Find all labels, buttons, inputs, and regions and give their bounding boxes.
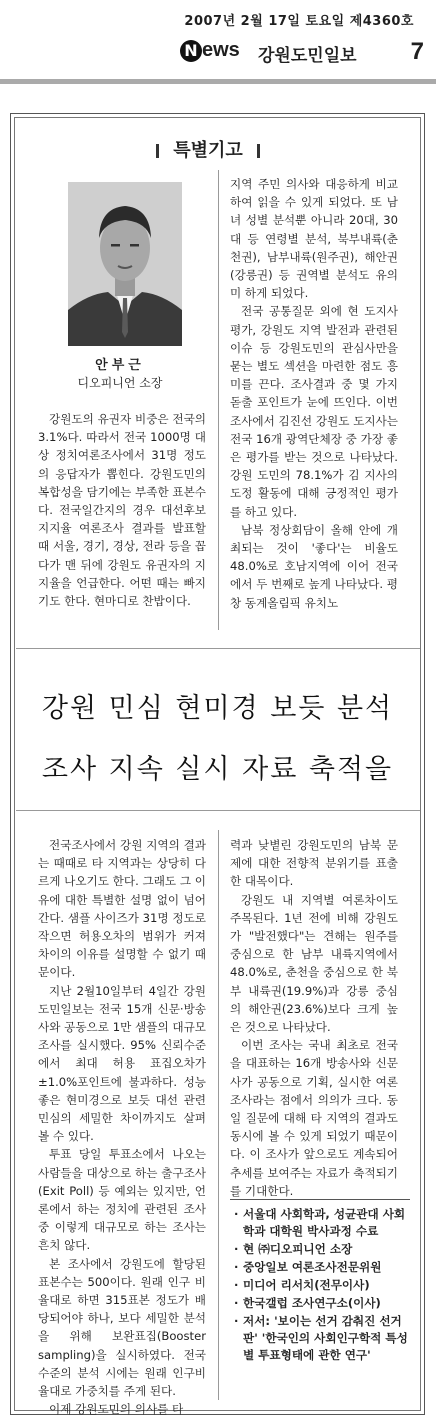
- author-photo: [68, 182, 182, 346]
- article-column-bottom-right: [230, 836, 398, 1200]
- column-divider-top: [218, 170, 219, 630]
- bio-item: · 서울대 사회학과, 성균관대 사회학과 대학원 박사과정 수료: [234, 1206, 410, 1240]
- bio-item: · 현 ㈜디오피니언 소장: [234, 1241, 410, 1258]
- article-column-top-right: [230, 175, 398, 612]
- author-bio: [234, 1206, 410, 1365]
- paragraph: 전국조사에서 강원 지역의 결과는 때때로 타 지역과는 상당히 다르게 나오기도 한다. 그래도 그 이유에 대한 특별한 설명 없이 넘어간다. 샘플 사이즈가 31명 정도로 작으면 허용오차의 범위가 커져 차이의 이유를 설명할 수 없기 때문이다.: [38, 838, 206, 980]
- right-bar-icon: [257, 144, 260, 158]
- section-label: [128, 136, 288, 162]
- paragraph: 강원도의 유권자 비중은 전국의 3.1%다. 따라서 전국 1000명 대상 정치여론조사에서 31명 정도의 응답자가 뽑힌다. 강원도민의 복합성을 담기에는 부족한 표본수다. 전국일간지의 경우 대선후보 지지율 여론조사 결과를 발표할 때 서울, 경기, 경상, 전라 등을 꼽다가 맨 뒤에 강원도 유권자의 지지율을 언급한다. 어떤 때는 빠지기도 한다. 현마디로 찬밥이다.: [38, 412, 206, 609]
- paragraph: 본 조사에서 강원도에 할당된 표본수는 500이다. 원래 인구 비율대로 하면 315표본 정도가 배당되어야 하나, 보다 세밀한 분석을 위해 보완표집(Booster sampling)을 실시하였다. 전국 수준의 분석 시에는 원래 인구비율대로 가중치를 주게 된다.: [38, 1256, 206, 1399]
- paragraph: 지난 2월10일부터 4일간 강원도민일보는 전국 15개 신문·방송사와 공동으로 1만 샘플의 대규모 조사를 실시했다. 95% 신뢰수준에서 최대 허용 표집오차가 ±1.0%포인트에 불과하다. 성능 좋은 현미경으로 보듯 대선 관련 민심의 세밀한 차이까지도 살펴 볼 수 있다.: [38, 983, 206, 1144]
- headline-bottom-rule: [16, 810, 420, 811]
- article-column-bottom-left: [38, 836, 206, 1419]
- paragraph: 투표 당일 투표소에서 나오는 사람들을 대상으로 하는 출구조사(Exit Poll) 등 예외는 있지만, 언론에서 하는 정치에 관련된 조사 중 이렇게 대규모로 하는 조사는 흔치 않다.: [38, 1147, 206, 1253]
- paragraph: 강원도 내 지역별 여론차이도 주목된다. 1년 전에 비해 강원도가 "발전했다"는 견해는 원주를 중심으로 한 남부 내륙지역에서 48.0%로, 춘천을 중심으로 한 북부 내륙권(19.9%)과 강릉 중심의 해안권(23.6%)보다 크게 높은 것으로 나타났다.: [230, 892, 398, 1035]
- article-column-top-left: [38, 410, 206, 610]
- bio-item: · 한국갤럽 조사연구소(이사): [234, 1295, 410, 1312]
- news-logo-icon: N: [180, 40, 202, 62]
- newspaper-name: 강원도민일보: [258, 46, 357, 66]
- author-name: 안부근: [95, 358, 145, 373]
- news-logo-text: ews: [202, 39, 240, 61]
- headline-line-1: 강원 민심 현미경 보듯 분석: [41, 693, 394, 724]
- masthead-rule: [0, 79, 436, 84]
- headline-top-rule: [16, 648, 420, 649]
- bio-item: · 미디어 리서치(전무이사): [234, 1277, 410, 1294]
- issue-date: 2007년 2월 17일 토요일 제4360호: [184, 14, 414, 29]
- section-label-text: 특별기고: [173, 140, 243, 161]
- paragraph: 력과 낮볕린 강원도민의 남북 문제에 대한 전향적 분위기를 표출한 대목이다.: [230, 838, 398, 889]
- bio-item: · 중앙일보 여론조사전문위원: [234, 1259, 410, 1276]
- paragraph: 남북 정상회담이 올해 안에 개최되는 것이 '좋다'는 비율도 48.0%로 호남지역에 이어 전국에서 두 번째로 높게 나타났다. 평창 동계올림픽 유치노: [230, 522, 398, 610]
- paragraph: 지역 주민 의사와 대응하게 비교하여 읽을 수 있게 되었다. 또 남녀 성별 분석뿐 아니라 20대, 30대 등 연령별 분석, 북부내륙(춘천권), 남부내륙(원주권), 해안권(강릉권) 등 권역별 분석도 유의미 하게 되었다.: [230, 177, 398, 301]
- headline-line-2: 조사 지속 실시 자료 축적을: [41, 754, 394, 785]
- column-divider-bottom: [218, 830, 219, 1400]
- author-title: 디오피니언 소장: [77, 376, 163, 390]
- masthead-row: [180, 38, 424, 68]
- paragraph: 이번 조사는 국내 최초로 전국을 대표하는 16개 방송사와 신문사가 공동으로 기획, 실시한 여론조사라는 점에서 의의가 크다. 동일 질문에 대해 타 지역의 결과도 동시에 볼 수 있게 되었기 때문이다. 이 조사가 앞으로도 계속되어 추세를 보여주는 자료가 축적되기를 기대한다.: [230, 1038, 398, 1198]
- page-number: 7: [410, 38, 424, 65]
- author-portrait-icon: [68, 182, 182, 346]
- paragraph: 이제 강원도민의 의사를 타: [49, 1402, 184, 1417]
- paragraph: 전국 공통질문 외에 현 도지사 평가, 강원도 지역 발전과 관련된 이슈 등 강원도민의 관심사만을 묻는 별도 섹션을 마련한 점도 흥미를 끈다. 조사결과 중 몇 가지 돋출 포인트가 눈에 뜨인다. 이번 조사에서 김진선 강원도 도지사는 전국 16개 광역단체장 중 가장 좋은 평가를 받는 것으로 나타났다. 강원 도민의 78.1%가 김 지사의 도정 활동에 대해 긍정적인 평가를 하고 있다.: [230, 304, 398, 519]
- left-bar-icon: [156, 144, 159, 158]
- bio-rule: [230, 1199, 410, 1200]
- bio-item: · 저서: '보이는 선거 감춰진 선거판' '한국인의 사회인구학적 특성별 투표형태에 관한 연구': [234, 1313, 410, 1364]
